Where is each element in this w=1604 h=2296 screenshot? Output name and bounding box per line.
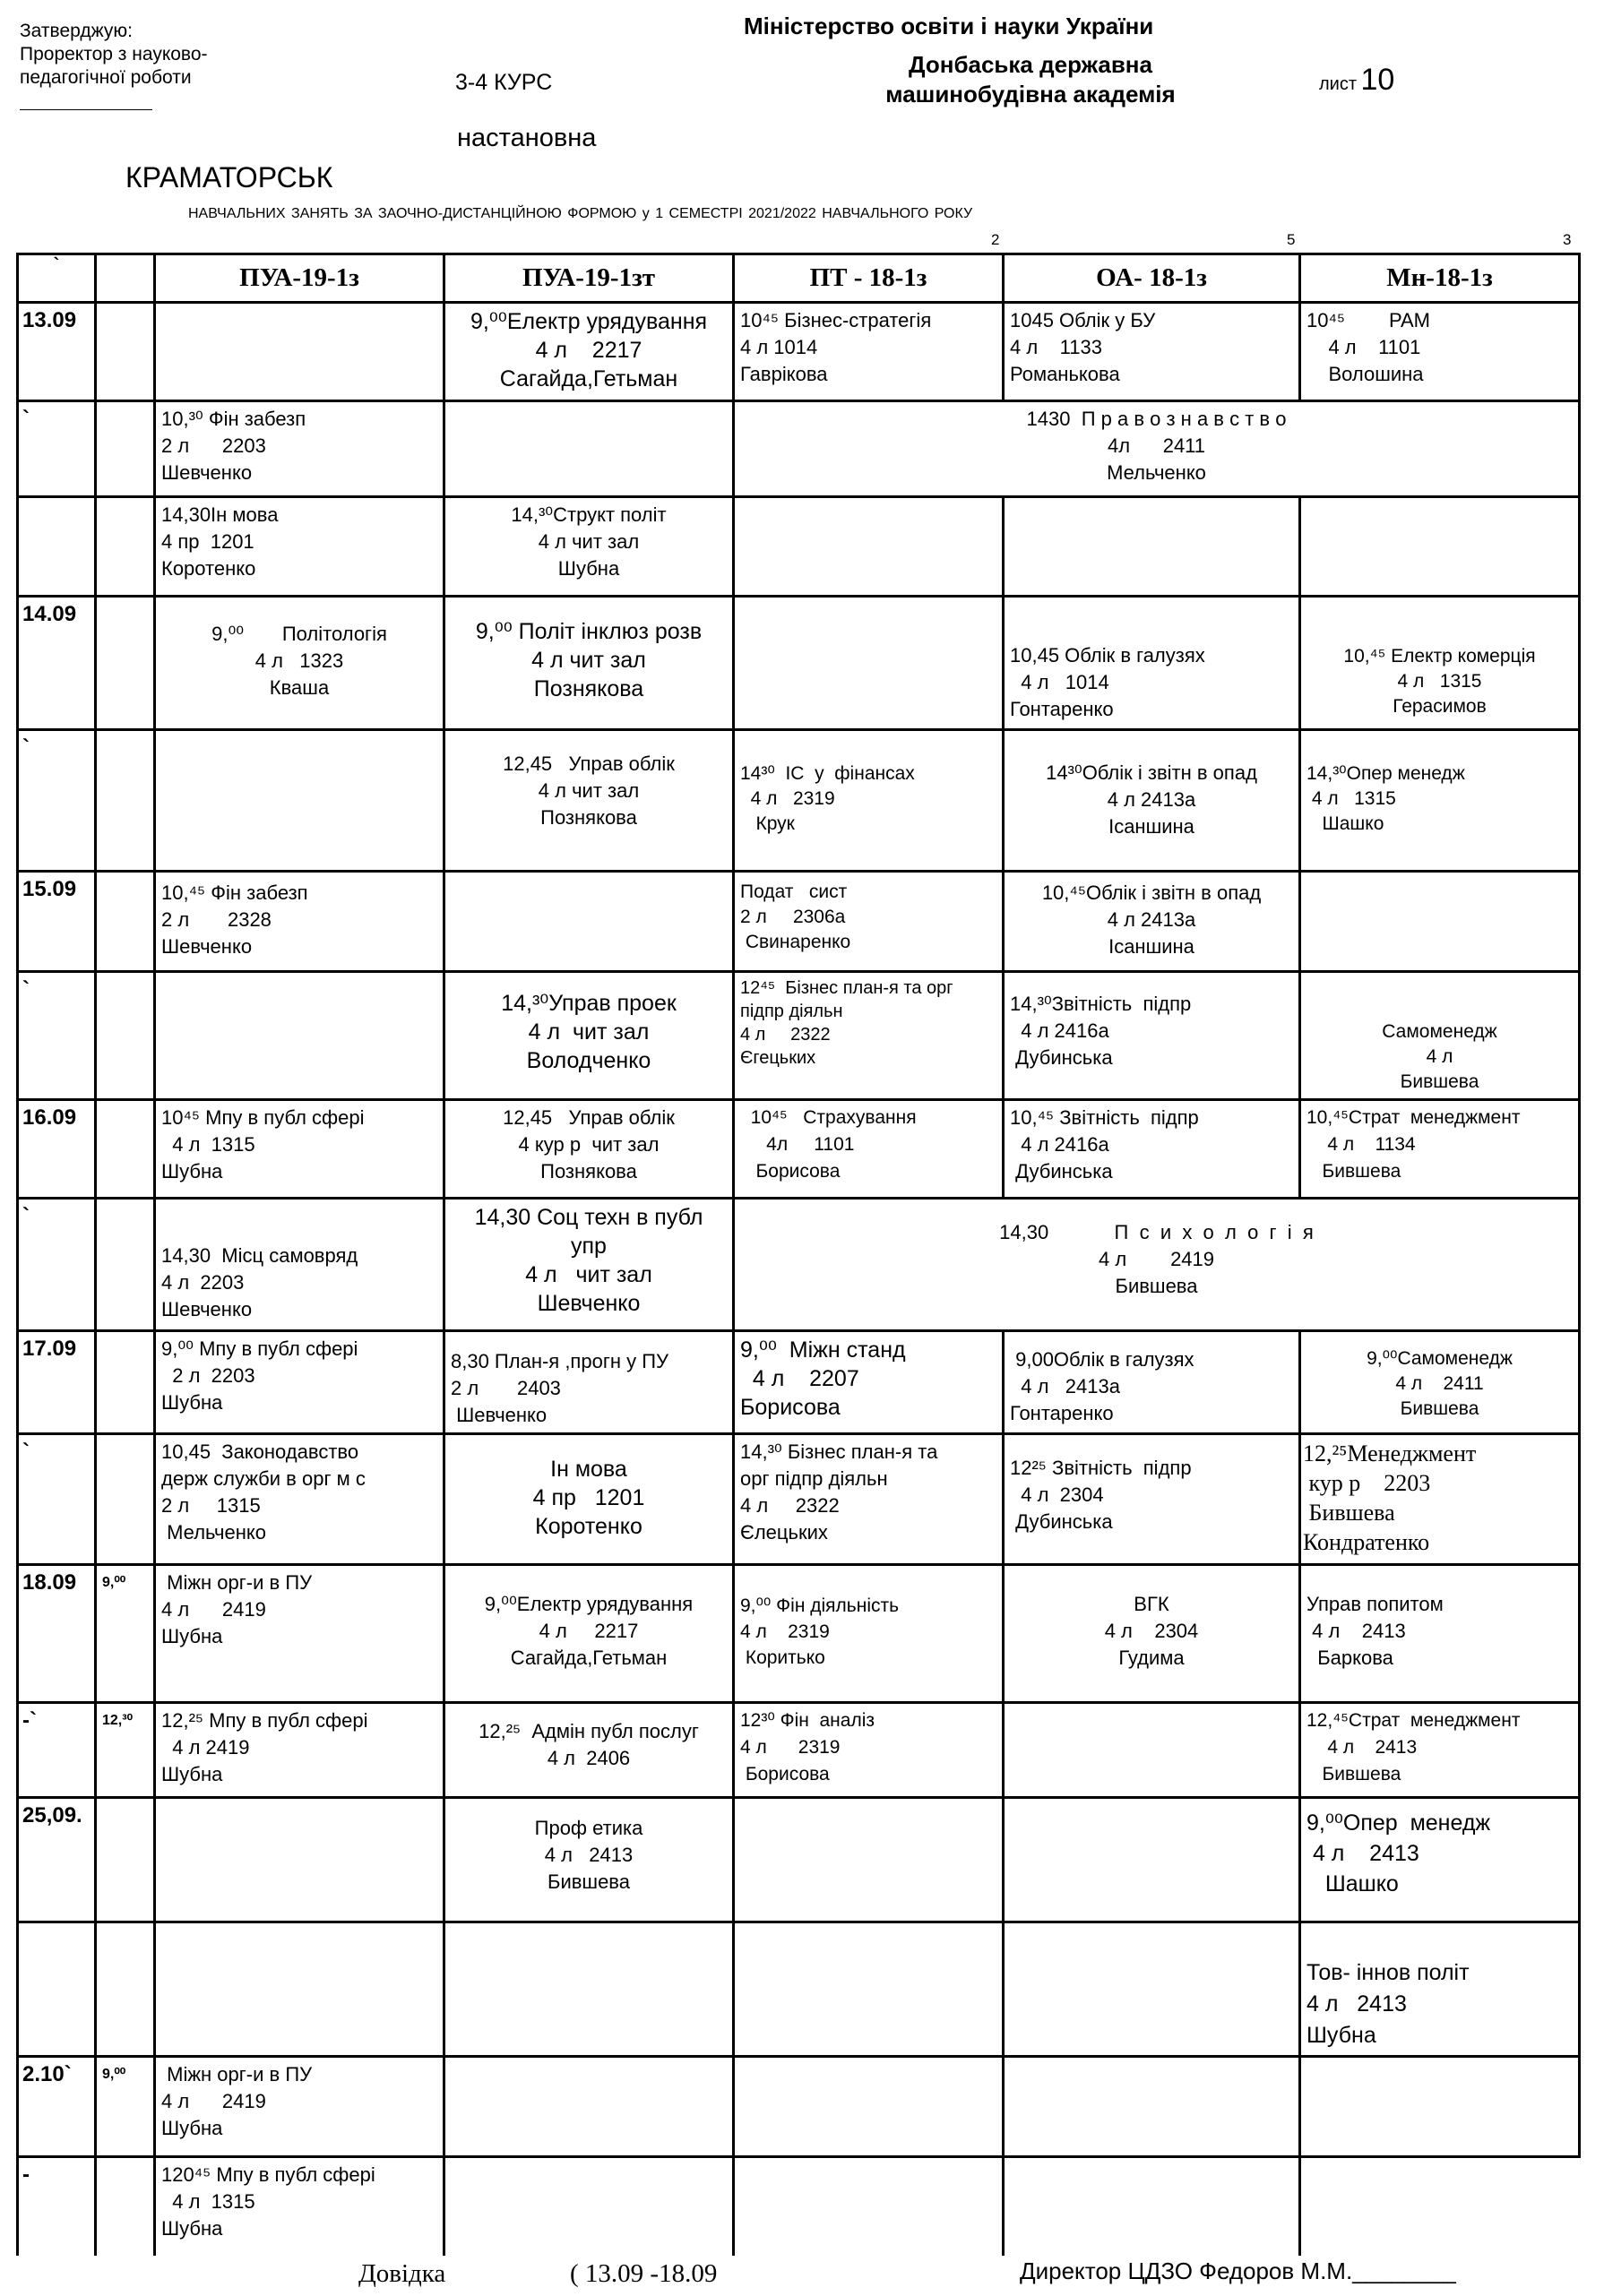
class-entry: 10,⁴⁵ Звітність підпр 4 л 2416а Дубинська <box>1010 1106 1199 1182</box>
date-cell <box>18 1922 96 2057</box>
class-cell <box>155 597 444 730</box>
class-cell <box>734 972 1004 1100</box>
class-entry: ВГК 4 л 2304 Гудима <box>1104 1593 1199 1669</box>
class-cell <box>734 1565 1004 1703</box>
date-cell: ` <box>18 401 96 497</box>
table-row <box>18 1565 1580 1703</box>
class-cell-merged <box>734 401 1580 497</box>
class-cell <box>734 730 1004 872</box>
class-entry <box>445 1923 732 1931</box>
mark: 5 <box>1287 231 1296 248</box>
time-cell: 9,⁰⁰ <box>96 2057 155 2157</box>
class-entry: 1430 П р а в о з н а в с т в о 4л 2411 Мельченко <box>1026 408 1287 484</box>
time-cell <box>96 1922 155 2057</box>
signature-line <box>20 109 152 110</box>
class-entry <box>1005 2158 1298 2165</box>
class-cell <box>155 1565 444 1703</box>
class-entry <box>1301 498 1578 505</box>
class-entry: 9,⁰⁰ Мпу в публ сфері 2 л 2203 Шубна <box>161 1337 358 1414</box>
table-row <box>18 2057 1580 2157</box>
table-row <box>18 872 1580 972</box>
mark: 3 <box>1563 231 1572 248</box>
class-cell <box>444 972 734 1100</box>
time-cell <box>96 1798 155 1922</box>
table-row <box>18 497 1580 597</box>
approval-line: Проректор з науково- <box>20 44 208 64</box>
class-entry: 12,²⁵ Мпу в публ сфері 4 л 2419 Шубна <box>161 1709 368 1785</box>
class-cell <box>1004 1703 1300 1798</box>
class-entry: Ін мова 4 пр 1201 Коротенко <box>532 1457 645 1539</box>
date-cell: ` <box>18 1434 96 1565</box>
class-entry: Управ попитом 4 л 2413 Баркова <box>1306 1593 1444 1669</box>
footer-signature: Директор ЦДЗО Федоров М.М.________ <box>1020 2257 1456 2284</box>
class-entry <box>735 498 1002 505</box>
class-cell <box>1004 972 1300 1100</box>
time-header <box>96 254 155 303</box>
class-cell <box>155 2157 444 2256</box>
class-entry: Міжн орг-и в ПУ 4 л 2419 Шубна <box>161 1571 313 1647</box>
class-entry: 10⁴⁵ Мпу в публ сфері 4 л 1315 Шубна <box>161 1106 365 1182</box>
class-cell <box>1300 972 1580 1100</box>
class-cell <box>1300 2057 1580 2157</box>
class-entry: Тов- іннов політ 4 л 2413 Шубна <box>1306 1960 1470 2048</box>
class-entry: 9,⁰⁰ Міжн станд 4 л 2207 Борисова <box>740 1337 906 1420</box>
table-row <box>18 401 1580 497</box>
sheet-label <box>1319 63 1394 98</box>
time-cell <box>96 1331 155 1434</box>
class-cell <box>444 2157 734 2256</box>
class-cell <box>1300 2157 1580 2256</box>
city-title: КРАМАТОРСЬК <box>125 161 333 193</box>
class-cell <box>1300 1798 1580 1922</box>
class-cell <box>1004 1100 1300 1199</box>
class-cell <box>155 1798 444 1922</box>
class-entry <box>1005 2058 1298 2065</box>
time-cell <box>96 1100 155 1199</box>
class-entry: 10,45 Законодавство держ служби в орг м с 2 л 1315 Мельченко <box>161 1440 366 1544</box>
class-entry: 12,45 Управ облік 4 кур р чит зал Познякова <box>503 1106 675 1182</box>
class-cell <box>155 1100 444 1199</box>
class-cell <box>1004 303 1300 401</box>
class-cell <box>1300 303 1580 401</box>
class-cell <box>1004 1331 1300 1434</box>
class-entry <box>156 731 443 738</box>
class-entry: Подат сист 2 л 2306а Свинаренко <box>740 881 851 952</box>
class-cell <box>1004 2057 1300 2157</box>
class-cell <box>444 872 734 972</box>
group-header: ОА- 18-1з <box>1004 254 1300 303</box>
class-entry: 14³⁰ ІС у фінансах 4 л 2319 Крук <box>740 763 915 834</box>
class-entry <box>445 402 732 409</box>
class-cell <box>734 1798 1004 1922</box>
class-cell <box>1004 1434 1300 1565</box>
table-row <box>18 1922 1580 2057</box>
table-row <box>18 2157 1580 2256</box>
class-cell <box>444 1434 734 1565</box>
table-row <box>18 1199 1580 1331</box>
class-entry <box>1005 1799 1298 1806</box>
class-entry <box>1005 1704 1298 1711</box>
class-cell <box>1004 730 1300 872</box>
class-cell <box>1300 730 1580 872</box>
class-entry: 14,³⁰Структ політ 4 л чит зал Шубна <box>511 503 667 580</box>
class-cell <box>444 730 734 872</box>
footer-note: Довідка <box>358 2259 446 2288</box>
class-cell <box>155 1703 444 1798</box>
class-cell <box>1004 872 1300 972</box>
header-row <box>18 254 1580 303</box>
class-entry: 10⁴⁵ PAM 4 л 1101 Волошина <box>1306 309 1430 385</box>
class-cell <box>734 872 1004 972</box>
time-cell <box>96 872 155 972</box>
class-cell <box>155 972 444 1100</box>
class-entry: 12,45 Управ облік 4 л чит зал Познякова <box>503 752 675 829</box>
class-entry: 1045 Облік у БУ 4 л 1133 Романькова <box>1010 309 1156 385</box>
class-entry: 9,⁰⁰Опер менедж 4 л 2413 Шашко <box>1306 1810 1491 1896</box>
class-entry <box>735 2158 1002 2165</box>
date-cell: -` <box>18 1703 96 1798</box>
class-entry: 12⁴⁵ Бізнес план-я та орг підпр діяльн 4 л 2322 Єгецьких <box>740 978 953 1068</box>
class-cell <box>444 1798 734 1922</box>
class-entry <box>1005 1923 1298 1931</box>
ministry-title: Міністерство освіти і науки України <box>744 13 1154 39</box>
class-entry: 14,30 П с и х о л о г і я 4 л 2419 Бившева <box>999 1221 1314 1297</box>
class-cell <box>1004 497 1300 597</box>
class-cell <box>1300 1922 1580 2057</box>
class-cell-merged <box>734 1199 1580 1331</box>
time-cell <box>96 303 155 401</box>
table-row <box>18 597 1580 730</box>
class-cell <box>734 2057 1004 2157</box>
time-cell <box>96 497 155 597</box>
corner-cell: ` <box>18 254 96 303</box>
class-cell <box>1300 497 1580 597</box>
schedule-subtitle: НАВЧАЛЬНИХ ЗАНЯТЬ ЗА ЗАОЧНО-ДИСТАНЦІЙНОЮ ФОРМОЮ у 1 СЕМЕСТРІ 2021/2022 НАВЧАЛЬНОГО РОКУ <box>188 206 973 221</box>
class-entry: 120⁴⁵ Мпу в публ сфері 4 л 1315 Шубна <box>161 2163 375 2240</box>
class-cell <box>734 1922 1004 2057</box>
class-entry: 12³⁰ Фін аналіз 4 л 2319 Борисова <box>740 1710 875 1784</box>
time-cell <box>96 597 155 730</box>
academy-title <box>833 50 1228 109</box>
class-entry: 10,³⁰ Фін забезп 2 л 2203 Шевченко <box>161 408 306 484</box>
time-cell: 9,⁰⁰ <box>96 1565 155 1703</box>
class-cell <box>734 1331 1004 1434</box>
class-entry <box>445 873 732 880</box>
class-entry: 9,⁰⁰Самоменедж 4 л 2411 Бившева <box>1367 1348 1513 1419</box>
class-entry <box>156 973 443 980</box>
class-cell <box>1004 1798 1300 1922</box>
class-cell <box>444 1100 734 1199</box>
course-label: 3-4 КУРС <box>455 70 553 95</box>
table-row <box>18 1798 1580 1922</box>
date-cell: ` <box>18 730 96 872</box>
class-cell <box>444 1703 734 1798</box>
class-entry: 14³⁰Облік і звітн в опад 4 л 2413а Ісаншина <box>1046 761 1257 838</box>
class-cell <box>444 1922 734 2057</box>
class-entry: 12,⁴⁵Страт менеджмент 4 л 2413 Бившева <box>1306 1710 1521 1784</box>
class-entry <box>1005 498 1298 505</box>
date-cell: 25,09. <box>18 1798 96 1922</box>
class-cell <box>155 497 444 597</box>
class-cell <box>155 401 444 497</box>
class-cell <box>444 303 734 401</box>
class-cell <box>444 1565 734 1703</box>
class-entry <box>735 598 1002 605</box>
class-entry: 10⁴⁵ Страхування 4л 1101 Борисова <box>750 1107 917 1182</box>
group-header: Мн-18-1з <box>1300 254 1580 303</box>
class-entry <box>1301 873 1578 880</box>
class-cell <box>1300 1565 1580 1703</box>
time-cell <box>96 730 155 872</box>
class-cell <box>734 1434 1004 1565</box>
class-entry <box>1301 2058 1578 2065</box>
approval-block <box>20 20 208 110</box>
class-entry <box>1301 2158 1580 2165</box>
date-cell: 18.09 <box>18 1565 96 1703</box>
class-entry: Самоменедж 4 л Бившева <box>1382 1021 1497 1092</box>
approval-line: педагогічної роботи <box>20 67 192 88</box>
class-cell <box>155 872 444 972</box>
class-cell <box>734 303 1004 401</box>
class-entry: 14,³⁰Опер менедж 4 л 1315 Шашко <box>1306 763 1465 834</box>
time-cell <box>96 401 155 497</box>
date-cell: 2.10` <box>18 2057 96 2157</box>
date-cell: 14.09 <box>18 597 96 730</box>
mark: 2 <box>991 231 1000 248</box>
class-entry <box>156 1923 443 1931</box>
class-cell <box>1300 1331 1580 1434</box>
date-cell: ` <box>18 1199 96 1331</box>
date-cell: 17.09 <box>18 1331 96 1434</box>
class-entry: 9,⁰⁰ Фін діяльність 4 л 2319 Коритько <box>740 1595 900 1668</box>
class-cell <box>734 1703 1004 1798</box>
time-cell <box>96 1199 155 1331</box>
class-entry <box>735 1799 1002 1806</box>
class-entry: Проф етика 4 л 2413 Бившева <box>534 1817 643 1893</box>
class-entry <box>156 1799 443 1806</box>
class-cell <box>1004 1922 1300 2057</box>
footer-period: ( 13.09 -18.09 <box>570 2259 718 2288</box>
date-cell <box>18 497 96 597</box>
class-cell <box>444 597 734 730</box>
class-entry: 10,⁴⁵ Електр комерція 4 л 1315 Герасимов <box>1343 646 1536 717</box>
class-cell <box>155 730 444 872</box>
class-entry: 12,²⁵Менеджмент кур р 2203 Бившева Кондратенко <box>1303 1440 1477 1555</box>
class-entry <box>445 2158 732 2165</box>
class-cell <box>1004 1565 1300 1703</box>
class-entry: 8,30 План-я ,прогн у ПУ 2 л 2403 Шевченко <box>451 1350 668 1426</box>
group-header: ПУА-19-1зт <box>444 254 734 303</box>
class-entry: 9,00Облік в галузях 4 л 2413а Гонтаренко <box>1010 1348 1194 1424</box>
class-entry: 10,⁴⁵ Фін забезп 2 л 2328 Шевченко <box>161 881 308 958</box>
class-entry: 14,30Ін мова 4 пр 1201 Коротенко <box>161 503 279 580</box>
sheet-word: лист <box>1319 74 1358 94</box>
time-cell: 12,³⁰ <box>96 1703 155 1798</box>
table-row <box>18 972 1580 1100</box>
class-cell <box>155 1199 444 1331</box>
class-cell <box>1300 1434 1580 1565</box>
date-cell: ` <box>18 972 96 1100</box>
class-entry: 9,⁰⁰Електр урядування 4 л 2217 Сагайда,Гетьман <box>470 309 708 391</box>
schedule-table <box>16 253 1581 2256</box>
class-cell <box>734 2157 1004 2256</box>
class-cell <box>444 1331 734 1434</box>
class-entry: 10⁴⁵ Бізнес-стратегія 4 л 1014 Гаврікова <box>740 309 932 385</box>
class-entry <box>735 1923 1002 1931</box>
date-cell: 16.09 <box>18 1100 96 1199</box>
date-cell: 15.09 <box>18 872 96 972</box>
class-entry: Міжн орг-и в ПУ 4 л 2419 Шубна <box>161 2063 313 2139</box>
class-cell <box>155 1434 444 1565</box>
class-cell <box>734 597 1004 730</box>
class-cell <box>1300 1703 1580 1798</box>
class-entry: 9,⁰⁰ Політ інклюз розв 4 л чит зал Познякова <box>475 619 703 701</box>
academy-line: Донбаська державна <box>909 51 1152 78</box>
class-entry <box>445 2058 732 2065</box>
table-row <box>18 730 1580 872</box>
class-cell <box>155 1331 444 1434</box>
class-entry: 14,30 Місц самовряд 4 л 2203 Шевченко <box>161 1244 358 1320</box>
class-cell <box>155 2057 444 2157</box>
class-entry: 14,³⁰ Бізнес план-я та орг підпр діяльн 4 л 2322 Єлецьких <box>740 1440 938 1544</box>
date-cell: - <box>18 2157 96 2256</box>
class-cell <box>1300 872 1580 972</box>
table-row <box>18 1703 1580 1798</box>
time-cell <box>96 2157 155 2256</box>
time-cell <box>96 1434 155 1565</box>
class-cell <box>444 497 734 597</box>
academy-line: машинобудівна академія <box>885 81 1176 107</box>
class-cell <box>155 1922 444 2057</box>
class-entry: 12,²⁵ Адмін публ послуг 4 л 2406 <box>479 1720 699 1769</box>
class-entry: 14,³⁰Звітність підпр 4 л 2416а Дубинська <box>1010 993 1192 1069</box>
class-cell <box>1004 2157 1300 2256</box>
class-entry <box>156 304 443 311</box>
schedule-kind: настановна <box>457 124 597 152</box>
class-entry: 10,45 Облік в галузях 4 л 1014 Гонтаренко <box>1010 644 1205 720</box>
class-cell <box>444 401 734 497</box>
class-entry: 14,³⁰Управ проек 4 л чит зал Володченко <box>501 991 677 1073</box>
class-entry: 10,⁴⁵Облік і звітн в опад 4 л 2413а Ісаншина <box>1041 881 1262 958</box>
table-row <box>18 1100 1580 1199</box>
date-cell: 13.09 <box>18 303 96 401</box>
table-row <box>18 1434 1580 1565</box>
class-entry: 14,30 Соц техн в публ упр 4 л чит зал Шевченко <box>474 1205 703 1316</box>
class-entry <box>735 2058 1002 2065</box>
table-row <box>18 303 1580 401</box>
class-cell <box>444 1199 734 1331</box>
class-cell <box>1300 597 1580 730</box>
class-entry: 9,⁰⁰Електр урядування 4 л 2217 Сагайда,Гетьман <box>484 1593 694 1669</box>
table-row <box>18 1331 1580 1434</box>
class-entry: 12²⁵ Звітність підпр 4 л 2304 Дубинська <box>1010 1457 1192 1533</box>
class-cell <box>155 303 444 401</box>
class-cell <box>1004 597 1300 730</box>
class-entry: 9,⁰⁰ Політологія 4 л 1323 Кваша <box>211 623 387 699</box>
class-cell <box>734 1100 1004 1199</box>
class-cell <box>734 497 1004 597</box>
class-cell <box>1300 1100 1580 1199</box>
time-cell <box>96 972 155 1100</box>
group-header: ПУА-19-1з <box>155 254 444 303</box>
approval-line: Затверджую: <box>20 21 133 41</box>
sheet-number: 10 <box>1360 63 1395 97</box>
class-entry: 10,⁴⁵Страт менеджмент 4 л 1134 Бившева <box>1306 1107 1521 1182</box>
class-cell <box>444 2057 734 2157</box>
group-header: ПТ - 18-1з <box>734 254 1004 303</box>
